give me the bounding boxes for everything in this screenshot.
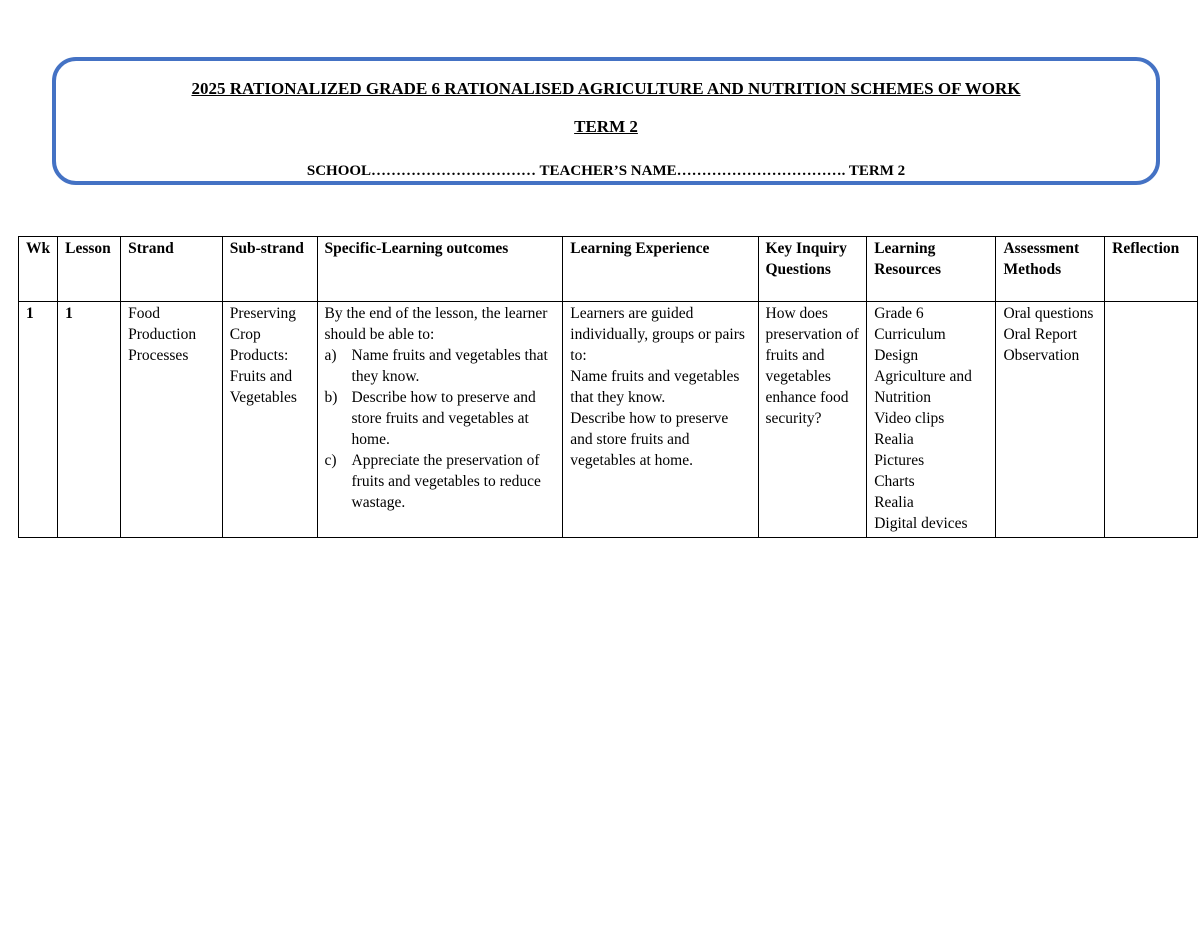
resource-item: Realia bbox=[874, 431, 914, 448]
resource-item: Video clips bbox=[874, 410, 945, 427]
col-header-inquiry: Key Inquiry Questions bbox=[758, 237, 867, 302]
col-header-strand: Strand bbox=[121, 237, 223, 302]
outcome-item: Name fruits and vegetables that they know. bbox=[351, 347, 548, 385]
col-header-substrand: Sub-strand bbox=[222, 237, 317, 302]
resource-item: Charts bbox=[874, 473, 915, 490]
col-header-lesson: Lesson bbox=[58, 237, 121, 302]
experience-line: Describe how to preserve and store fruits and vegetables at home. bbox=[570, 410, 729, 469]
cell-lesson: 1 bbox=[58, 302, 121, 538]
resource-item: Realia bbox=[874, 494, 914, 511]
assessment-item: Observation bbox=[1003, 347, 1080, 364]
resource-item: Pictures bbox=[874, 452, 925, 469]
cell-assessment bbox=[996, 302, 1105, 538]
table-header-row bbox=[19, 237, 1198, 302]
outcomes-intro: By the end of the lesson, the learner should be able to: bbox=[324, 305, 548, 343]
col-header-assessment: Assessment Methods bbox=[996, 237, 1105, 302]
col-header-wk: Wk bbox=[19, 237, 58, 302]
experience-line: Learners are guided individually, groups or pairs to: bbox=[570, 305, 745, 364]
cell-wk: 1 bbox=[19, 302, 58, 538]
experience-line: Name fruits and vegetables that they know. bbox=[570, 368, 740, 406]
outcome-item: Describe how to preserve and store fruits and vegetables at home. bbox=[351, 389, 536, 448]
outcome-item: Appreciate the preservation of fruits and vegetables to reduce wastage. bbox=[351, 452, 541, 511]
resource-item: Grade 6 Curriculum Design Agriculture and Nutrition bbox=[874, 305, 972, 406]
term-heading: TERM 2 bbox=[574, 117, 638, 136]
col-header-experience: Learning Experience bbox=[563, 237, 758, 302]
cell-experience bbox=[563, 302, 758, 538]
schemes-of-work-table bbox=[18, 236, 1198, 538]
col-header-reflection: Reflection bbox=[1105, 237, 1198, 302]
cell-resources bbox=[867, 302, 996, 538]
cell-outcomes bbox=[317, 302, 563, 538]
col-header-outcomes: Specific-Learning outcomes bbox=[317, 237, 563, 302]
col-header-resources: Learning Resources bbox=[867, 237, 996, 302]
assessment-item: Oral questions bbox=[1003, 305, 1094, 322]
header-box bbox=[52, 57, 1160, 185]
assessment-item: Oral Report bbox=[1003, 326, 1078, 343]
resource-item: Digital devices bbox=[874, 515, 968, 532]
cell-inquiry: How does preservation of fruits and vegetables enhance food security? bbox=[758, 302, 867, 538]
cell-strand: Food Production Processes bbox=[121, 302, 223, 538]
outcomes-list bbox=[325, 345, 556, 513]
document-title: 2025 RATIONALIZED GRADE 6 RATIONALISED AGRICULTURE AND NUTRITION SCHEMES OF WORK bbox=[191, 79, 1021, 98]
cell-substrand: Preserving Crop Products: Fruits and Vegetables bbox=[222, 302, 317, 538]
table-row bbox=[19, 302, 1198, 538]
school-teacher-line: SCHOOL…………………………… TEACHER’S NAME……………………………. TERM 2 bbox=[306, 163, 906, 179]
cell-reflection bbox=[1105, 302, 1198, 538]
